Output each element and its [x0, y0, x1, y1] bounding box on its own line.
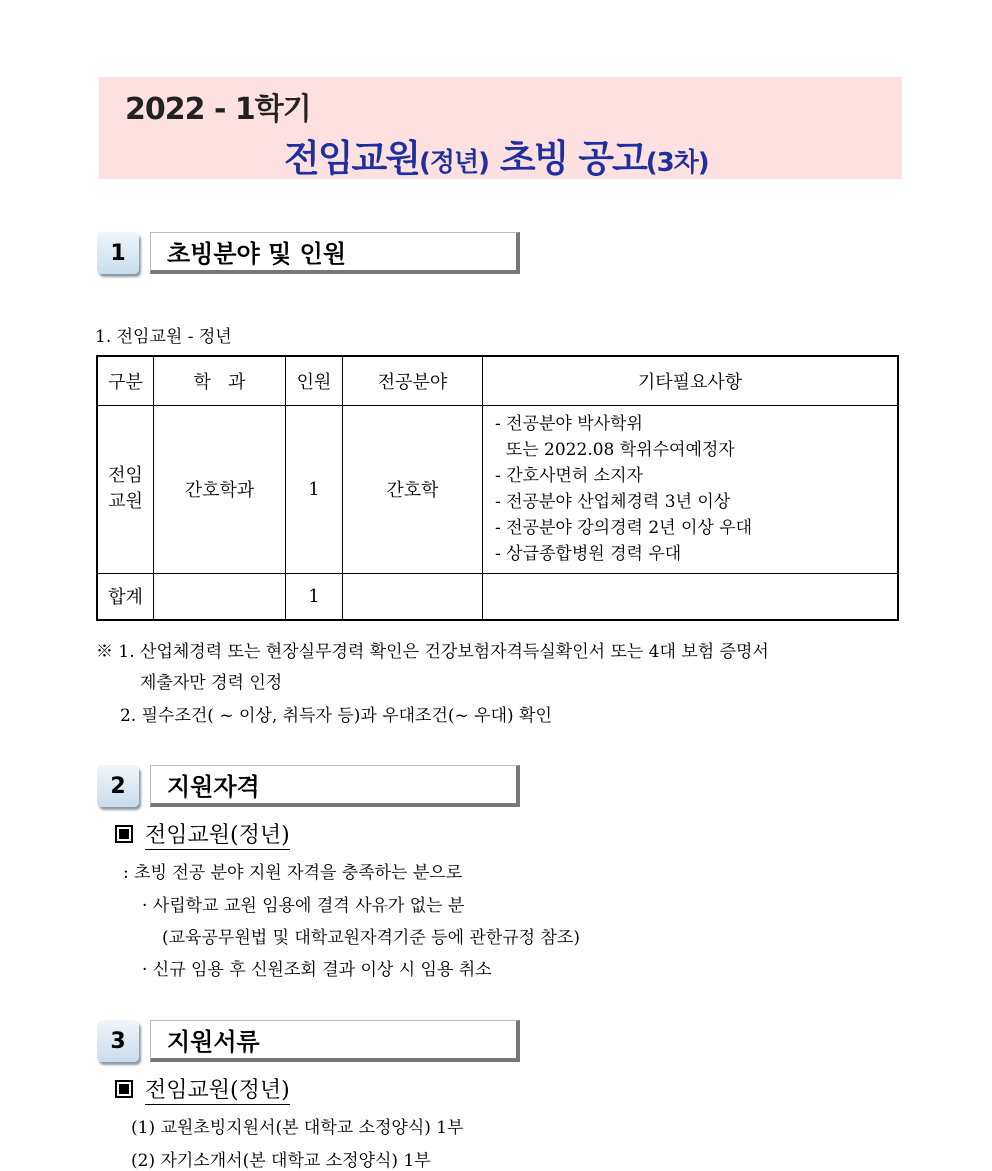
note-1: ※ 1. 산업체경력 또는 현장실무경력 확인은 건강보험자격득실확인서 또는 4대 보험 증명서 — [96, 642, 769, 662]
note-2: 2. 필수조건( ~ 이상, 취득자 등)과 우대조건(~ 우대) 확인 — [120, 706, 552, 726]
title-announce: 초빙 공고 — [488, 137, 646, 180]
req-line: - 상급종합병원 경력 우대 — [495, 544, 682, 564]
s2-line: · 사립학교 교원 임용에 결격 사유가 없는 분 — [142, 896, 465, 916]
page-title — [284, 128, 709, 182]
cell-empty — [154, 573, 286, 620]
s3-heading-text: 전임교원(정년) — [145, 1078, 290, 1103]
cell-empty — [483, 573, 899, 620]
req-line: - 전공분야 산업체경력 3년 이상 — [495, 492, 731, 512]
req-line: - 전공분야 박사학위 — [495, 414, 643, 434]
section-1-number: 1 — [97, 232, 139, 274]
s2-heading-text: 전임교원(정년) — [145, 823, 290, 848]
note-1-cont: 제출자만 경력 인정 — [140, 673, 283, 693]
title-main: 전임교원 — [284, 137, 419, 180]
s3-item: (2) 자기소개서(본 대학교 소정양식) 1부 — [131, 1151, 431, 1171]
header-category: 구분 — [97, 356, 154, 405]
cell-total-label: 합계 — [97, 573, 154, 620]
cell-category — [97, 405, 154, 573]
req-line: - 전공분야 강의경력 2년 이상 우대 — [495, 518, 753, 538]
black-square-icon — [115, 1080, 133, 1098]
category-line-2: 교원 — [108, 491, 143, 512]
s2-heading — [115, 818, 290, 849]
semester-label: 2022 - 1학기 — [125, 92, 311, 127]
s3-heading — [115, 1073, 290, 1104]
section-3-number: 3 — [97, 1020, 139, 1062]
cell-field: 간호학 — [343, 405, 483, 573]
table-header-row — [97, 356, 898, 405]
section-2-title: 지원자격 — [150, 765, 520, 807]
cell-department: 간호학과 — [154, 405, 286, 573]
s2-line: · 신규 임용 후 신원조회 결과 이상 시 임용 취소 — [142, 960, 492, 980]
s1-subtitle: 1. 전임교원 - 정년 — [95, 327, 232, 347]
req-line: - 간호사면허 소지자 — [495, 466, 643, 486]
cell-count: 1 — [286, 405, 343, 573]
req-line: 또는 2022.08 학위수여예정자 — [495, 440, 735, 460]
section-3-title: 지원서류 — [150, 1020, 520, 1062]
table-total-row — [97, 573, 898, 620]
cell-empty — [343, 573, 483, 620]
category-line-1: 전임 — [108, 465, 143, 486]
cell-requirements — [483, 405, 899, 573]
table-row — [97, 405, 898, 573]
cell-total-count: 1 — [286, 573, 343, 620]
title-paren-2: (3차) — [645, 148, 709, 178]
title-paren-1: (정년) — [418, 148, 489, 178]
header-requirements: 기타필요사항 — [483, 356, 899, 405]
section-2-number: 2 — [97, 765, 139, 807]
header-field: 전공분야 — [343, 356, 483, 405]
black-square-icon — [115, 825, 133, 843]
header-department: 학 과 — [154, 356, 286, 405]
section-1-title: 초빙분야 및 인원 — [150, 232, 520, 274]
s3-item: (1) 교원초빙지원서(본 대학교 소정양식) 1부 — [131, 1118, 464, 1138]
recruitment-table — [96, 355, 899, 621]
s2-line: (교육공무원법 및 대학교원자격기준 등에 관한규정 참조) — [162, 928, 580, 948]
s2-line: : 초빙 전공 분야 지원 자격을 충족하는 분으로 — [123, 863, 463, 883]
header-count: 인원 — [286, 356, 343, 405]
